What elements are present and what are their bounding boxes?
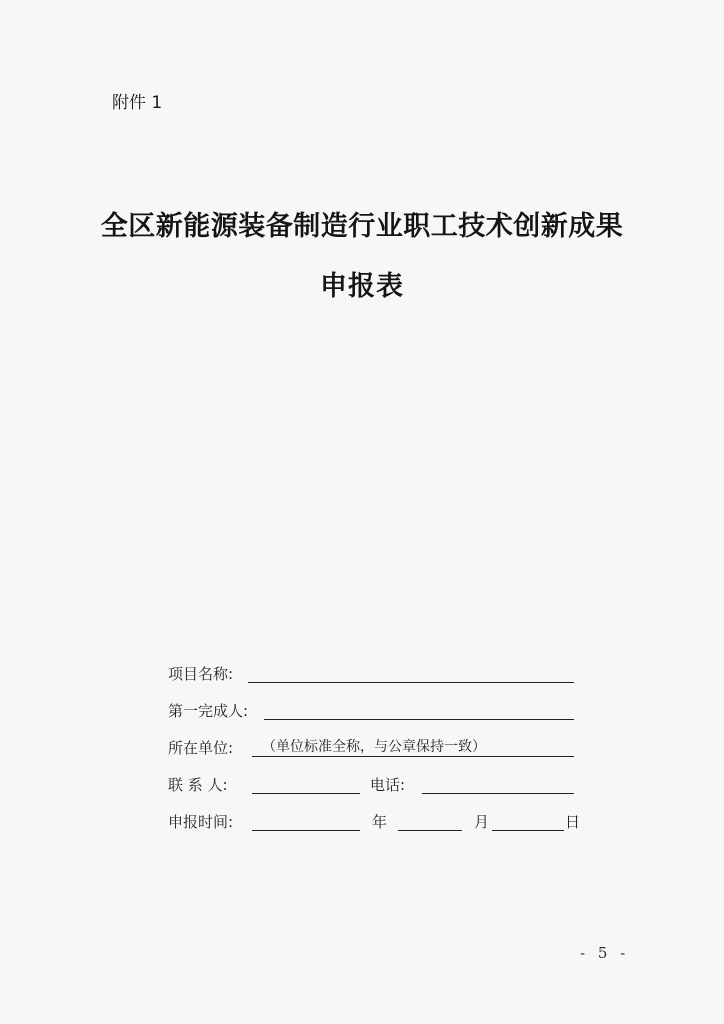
- contact-field[interactable]: [252, 773, 360, 794]
- document-title-line2: 申报表: [320, 271, 404, 302]
- page-number: - 5 -: [580, 944, 630, 962]
- day-field[interactable]: [492, 810, 564, 831]
- date-label: 申报时间:: [168, 813, 234, 831]
- project-name-row: [0, 662, 724, 686]
- phone-label: 电话:: [370, 776, 406, 794]
- unit-row: [0, 736, 724, 760]
- unit-hint: （单位标准全称，与公章保持一致）: [262, 739, 486, 755]
- first-author-row: [0, 699, 724, 723]
- day-label: 日: [565, 813, 581, 831]
- document-title-line1: 全区新能源装备制造行业职工技术创新成果: [100, 211, 624, 242]
- year-label: 年: [372, 813, 388, 831]
- year-field[interactable]: [252, 810, 360, 831]
- date-row: [0, 810, 724, 834]
- attachment-label: 附件 1: [112, 93, 163, 113]
- project-name-label: 项目名称:: [168, 665, 234, 683]
- project-name-field[interactable]: [248, 662, 574, 683]
- month-label: 月: [474, 813, 490, 831]
- contact-label: 联 系 人:: [168, 776, 228, 794]
- contact-row: [0, 773, 724, 797]
- phone-field[interactable]: [422, 773, 574, 794]
- first-author-field[interactable]: [264, 699, 574, 720]
- month-field[interactable]: [398, 810, 462, 831]
- first-author-label: 第一完成人:: [168, 702, 249, 720]
- unit-label: 所在单位:: [168, 739, 234, 757]
